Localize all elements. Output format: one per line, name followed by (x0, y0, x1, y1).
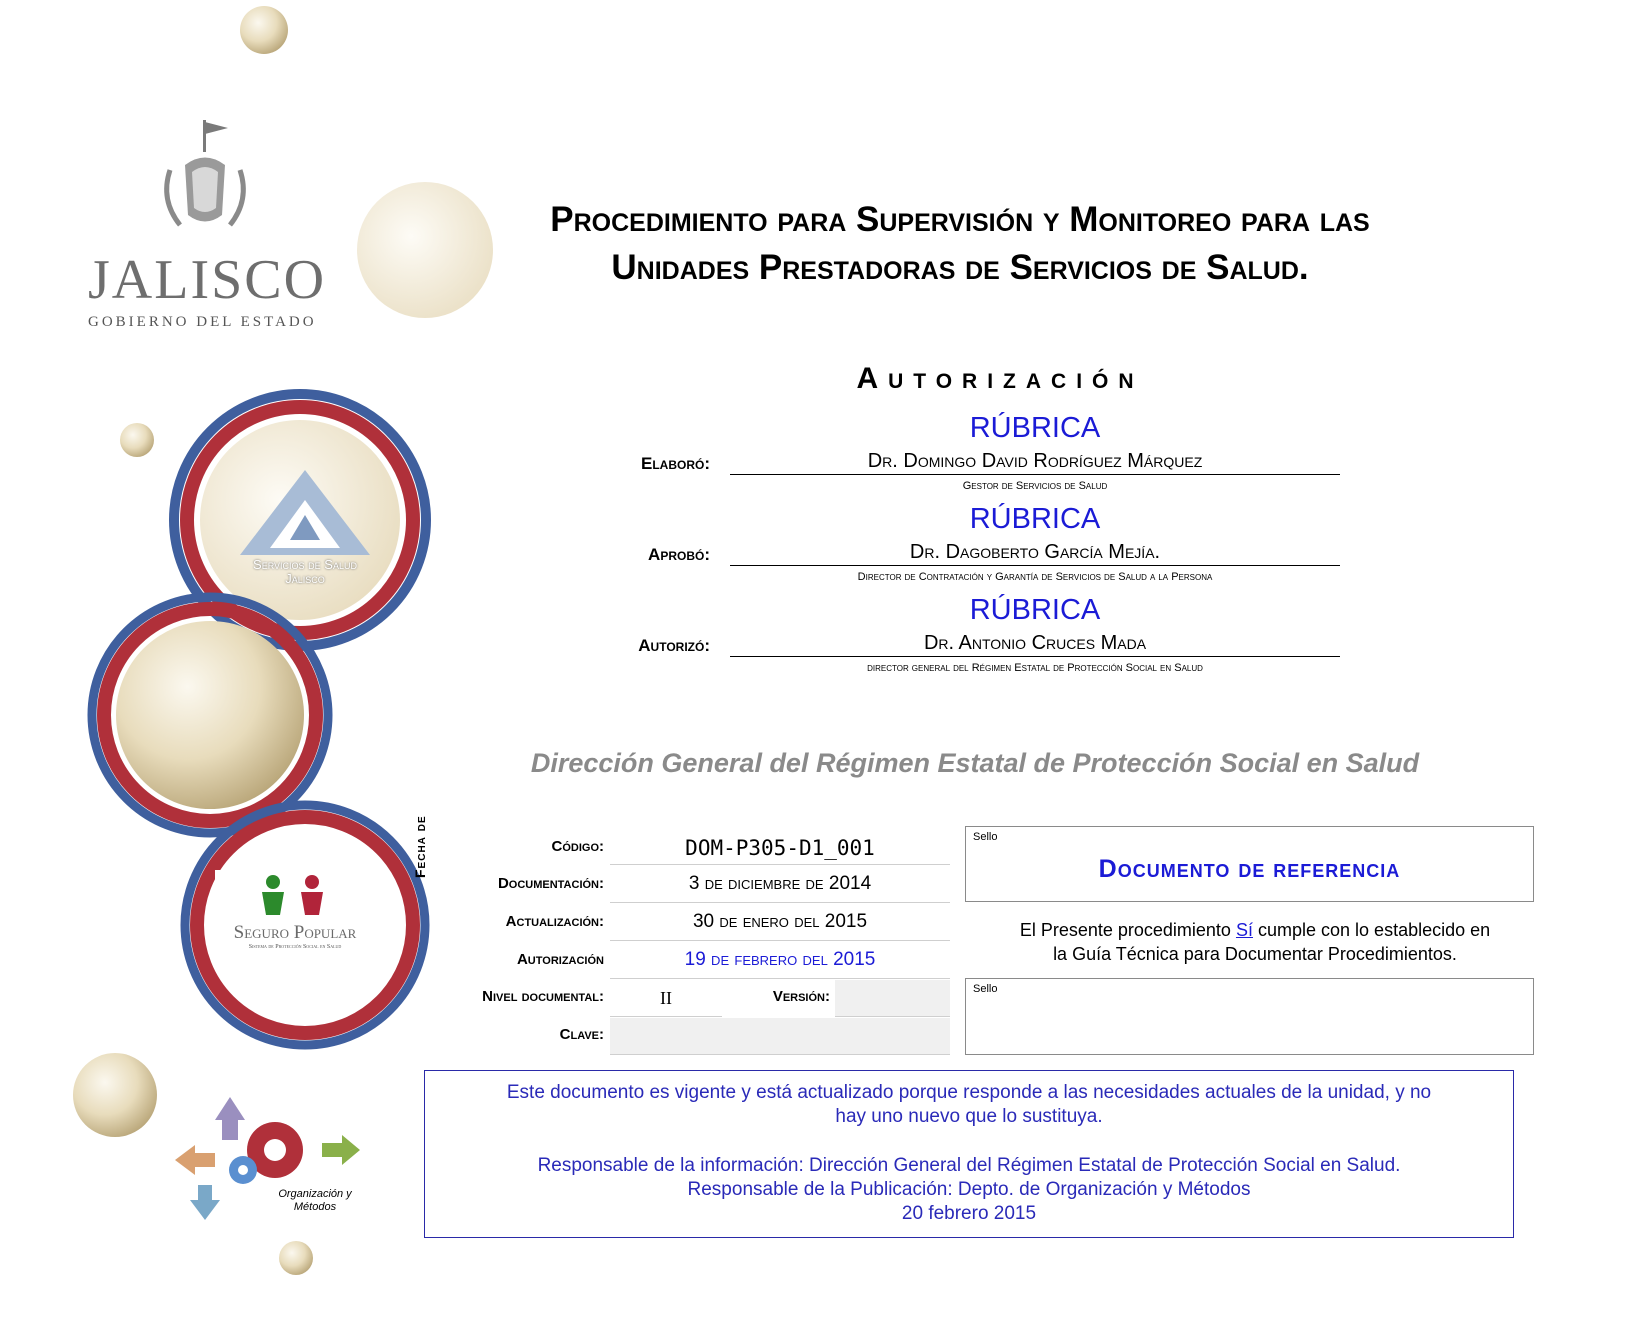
ssj-line1: Servicios de Salud (253, 557, 357, 572)
ring-decoration (116, 621, 304, 809)
direccion-general-title: Dirección General del Régimen Estatal de Protección Social en Salud (530, 748, 1420, 778)
om-line2: Métodos (293, 1201, 337, 1213)
sphere-decoration (240, 6, 288, 54)
role-elaboro: Gestor de Servicios de Salud (962, 480, 1108, 492)
cumple-suffix: cumple con lo establecido en (1258, 920, 1491, 940)
vigente-line2: hay uno nuevo que lo sustituya. (835, 1106, 1103, 1127)
sphere-decoration (279, 1241, 313, 1275)
jalisco-wordmark: JALISCO (88, 249, 327, 311)
seguro-popular-logo (215, 922, 375, 950)
title-line1: Procedimiento para Supervisión y Monitoreo para las (550, 200, 1370, 239)
cumple-statement (965, 918, 1545, 966)
version-label: Versión: (772, 988, 830, 1005)
codigo-label: Código: (551, 838, 604, 855)
actualizacion-label: Actualización: (505, 913, 604, 930)
authorization-heading: Autorización (856, 362, 1144, 395)
cumple-si: Sí (1235, 920, 1253, 940)
version-value (835, 980, 950, 1017)
clave-value (610, 1018, 950, 1055)
nivel-documental-label: Nivel documental: (482, 988, 604, 1005)
name-elaboro: Dr. Domingo David Rodríguez Márquez (730, 450, 1340, 475)
cumple-line1 (965, 918, 1545, 942)
sello-label-bottom: Sello (973, 983, 998, 995)
rubrica-elaboro: RÚBRICA (969, 412, 1101, 444)
sello-box-bottom (965, 978, 1534, 1055)
label-autorizo: Autorizó: (638, 636, 710, 655)
cumple-line2: la Guía Técnica para Documentar Procedimientos. (1053, 944, 1457, 964)
vigente-line3: Responsable de la información: Dirección General del Régimen Estatal de Protección Social en Salud. (537, 1155, 1401, 1176)
title-line2: Unidades Prestadoras de Servicios de Salud. (611, 248, 1309, 287)
ssj-logo-text (230, 558, 380, 586)
cumple-prefix: El Presente procedimiento (1019, 920, 1231, 940)
seguro-popular-subtext: Sistema de Protección Social en Salud (248, 944, 342, 950)
documento-referencia: Documento de referencia (1098, 855, 1401, 883)
documentacion-value: 3 de diciembre de 2014 (610, 866, 950, 903)
vigente-line5: 20 febrero 2015 (901, 1203, 1037, 1224)
jalisco-subtitle: GOBIERNO DEL ESTADO (88, 314, 317, 330)
sello-box-top (965, 826, 1534, 902)
role-autorizo: director general del Régimen Estatal de Protección Social en Salud (867, 662, 1203, 674)
actualizacion-value: 30 de enero del 2015 (610, 904, 950, 941)
autorizacion-label: Autorización (516, 951, 604, 968)
vigente-line1: Este documento es vigente y está actualizado porque responde a las necesidades actuales de la unidad, y no (506, 1082, 1432, 1103)
label-elaboro: Elaboró: (641, 454, 710, 473)
rubrica-autorizo: RÚBRICA (969, 594, 1101, 626)
sphere-decoration (73, 1053, 157, 1137)
seguro-popular-text: Seguro Popular (233, 922, 357, 943)
name-autorizo: Dr. Antonio Cruces Mada (730, 632, 1340, 657)
name-aprobo: Dr. Dagoberto García Mejía. (730, 541, 1340, 566)
vigente-line4: Responsable de la Publicación: Depto. de Organización y Métodos (687, 1179, 1251, 1200)
role-aprobo: Director de Contratación y Garantía de Servicios de Salud a la Persona (857, 571, 1213, 583)
rubrica-aprobo: RÚBRICA (969, 503, 1101, 535)
documentacion-label: Documentación: (497, 875, 604, 892)
autorizacion-value: 19 de febrero del 2015 (610, 942, 950, 979)
vigencia-box (424, 1070, 1514, 1238)
om-line1: Organización y (278, 1188, 352, 1200)
label-aprobo: Aprobó: (648, 545, 710, 564)
clave-label: Clave: (559, 1026, 604, 1043)
ssj-line2: Jalisco (285, 571, 325, 586)
om-logo-text (255, 1188, 375, 1214)
codigo-value: DOM-P305-D1_001 (610, 832, 950, 865)
nivel-documental-value: II (610, 980, 722, 1017)
jalisco-logo (80, 110, 330, 335)
sphere-decoration (120, 423, 154, 457)
sello-label-top: Sello (973, 831, 998, 843)
page-title (350, 196, 1570, 292)
fecha-de-label: Fecha de (412, 815, 428, 878)
